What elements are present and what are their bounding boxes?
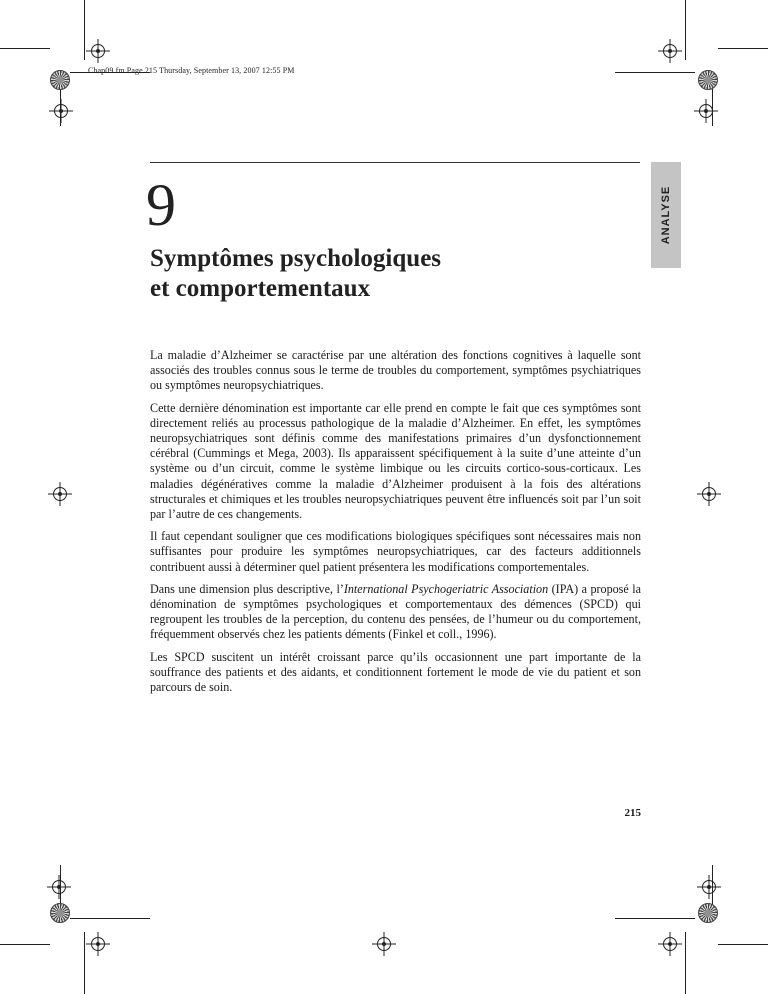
paragraph-1: La maladie d’Alzheimer se caractérise par une altération des fonctions cognitives à laquelle sont associés des troubles connus sous le terme de troubles du comportement, symptômes psychiatriques ou symptômes neuropsychiatriques. — [150, 348, 641, 393]
registration-mark-icon — [91, 44, 105, 58]
paragraph-3: Il faut cependant souligner que ces modifications biologiques spécifiques sont nécessaires mais non suffisantes pour produire les symptômes neuropsychiatriques, car des facteurs additionnels contribuent aussi à déterminer quel patient présentera les modifications comportementales. — [150, 529, 641, 574]
chapter-title — [150, 244, 441, 304]
registration-mark-icon — [91, 937, 105, 951]
registration-mark-icon — [54, 104, 68, 118]
crop-line — [685, 932, 686, 994]
paragraph-2: Cette dernière dénomination est importante car elle prend en compte le fait que ces symptômes sont directement reliés au processus pathologique de la maladie d’Alzheimer. En effet, les symptômes neuropsychiatriques sont définis comme des manifestations primaires d’un dysfonctionnement cérébral (Cummings et Mega, 2003). Ils apparaissent spécifiquement à la suite d’une atteinte d’un système ou d’un circuit, comme le système limbique ou les circuits cortico-sous-corticaux. Les maladies dégénératives comme la maladie d’Alzheimer produisent à la fois des altérations structurales et chimiques et les troubles neuropsychiatriques peuvent être influencés soit par l’un soit par l’autre de ces changements. — [150, 400, 641, 522]
file-slug: Chap09.fm Page 215 Thursday, September 13, 2007 12:55 PM — [88, 66, 295, 75]
crop-line — [84, 932, 85, 994]
registration-mark-icon — [663, 937, 677, 951]
registration-star-icon — [50, 903, 70, 923]
registration-mark-icon — [663, 44, 677, 58]
registration-mark-icon — [702, 880, 716, 894]
paragraph-5: Les SPCD suscitent un intérêt croissant parce qu’ils occasionnent une part importante de la souffrance des patients et des aidants, et conditionnent fortement le mode de vie du patient et son parcours de soin. — [150, 649, 641, 695]
header-rule — [150, 162, 640, 163]
crop-line — [70, 918, 150, 919]
chapter-title-line-2: et comportementaux — [150, 275, 371, 302]
crop-line — [718, 48, 768, 49]
paragraph-4-end: (IPA) a proposé la dénomination de symptômes psychologiques et comportementaux des démences (SPCD) qui regroupent les troubles de la perception, du contenu des pensées, de l’humeur ou du comportement, fréquemment observés chez les patients déments (Finkel et coll., 1996). — [150, 581, 641, 642]
registration-star-icon — [50, 70, 70, 90]
crop-line — [615, 918, 695, 919]
registration-mark-icon — [53, 487, 67, 501]
registration-star-icon — [698, 903, 718, 923]
section-tab-label: ANALYSE — [660, 185, 672, 245]
crop-line — [0, 944, 50, 945]
paragraph-4-start: Dans une dimension plus descriptive, l’ — [150, 581, 344, 596]
page-number: 215 — [624, 807, 641, 819]
chapter-title-line-1: Symptômes psychologiques — [150, 245, 442, 272]
paragraph-4 — [150, 582, 641, 643]
registration-star-icon — [698, 70, 718, 90]
association-name: International Psychogeriatric Association — [343, 581, 549, 596]
chapter-number: 9 — [146, 172, 176, 238]
registration-mark-icon — [377, 937, 391, 951]
body-text — [150, 348, 641, 702]
registration-mark-icon — [702, 487, 716, 501]
registration-mark-icon — [52, 880, 66, 894]
section-tab — [651, 162, 681, 268]
crop-line — [718, 944, 768, 945]
registration-mark-icon — [699, 104, 713, 118]
crop-line — [0, 48, 50, 49]
crop-line — [615, 72, 695, 73]
crop-line — [712, 86, 713, 126]
crop-line — [84, 0, 85, 60]
crop-line — [685, 0, 686, 60]
